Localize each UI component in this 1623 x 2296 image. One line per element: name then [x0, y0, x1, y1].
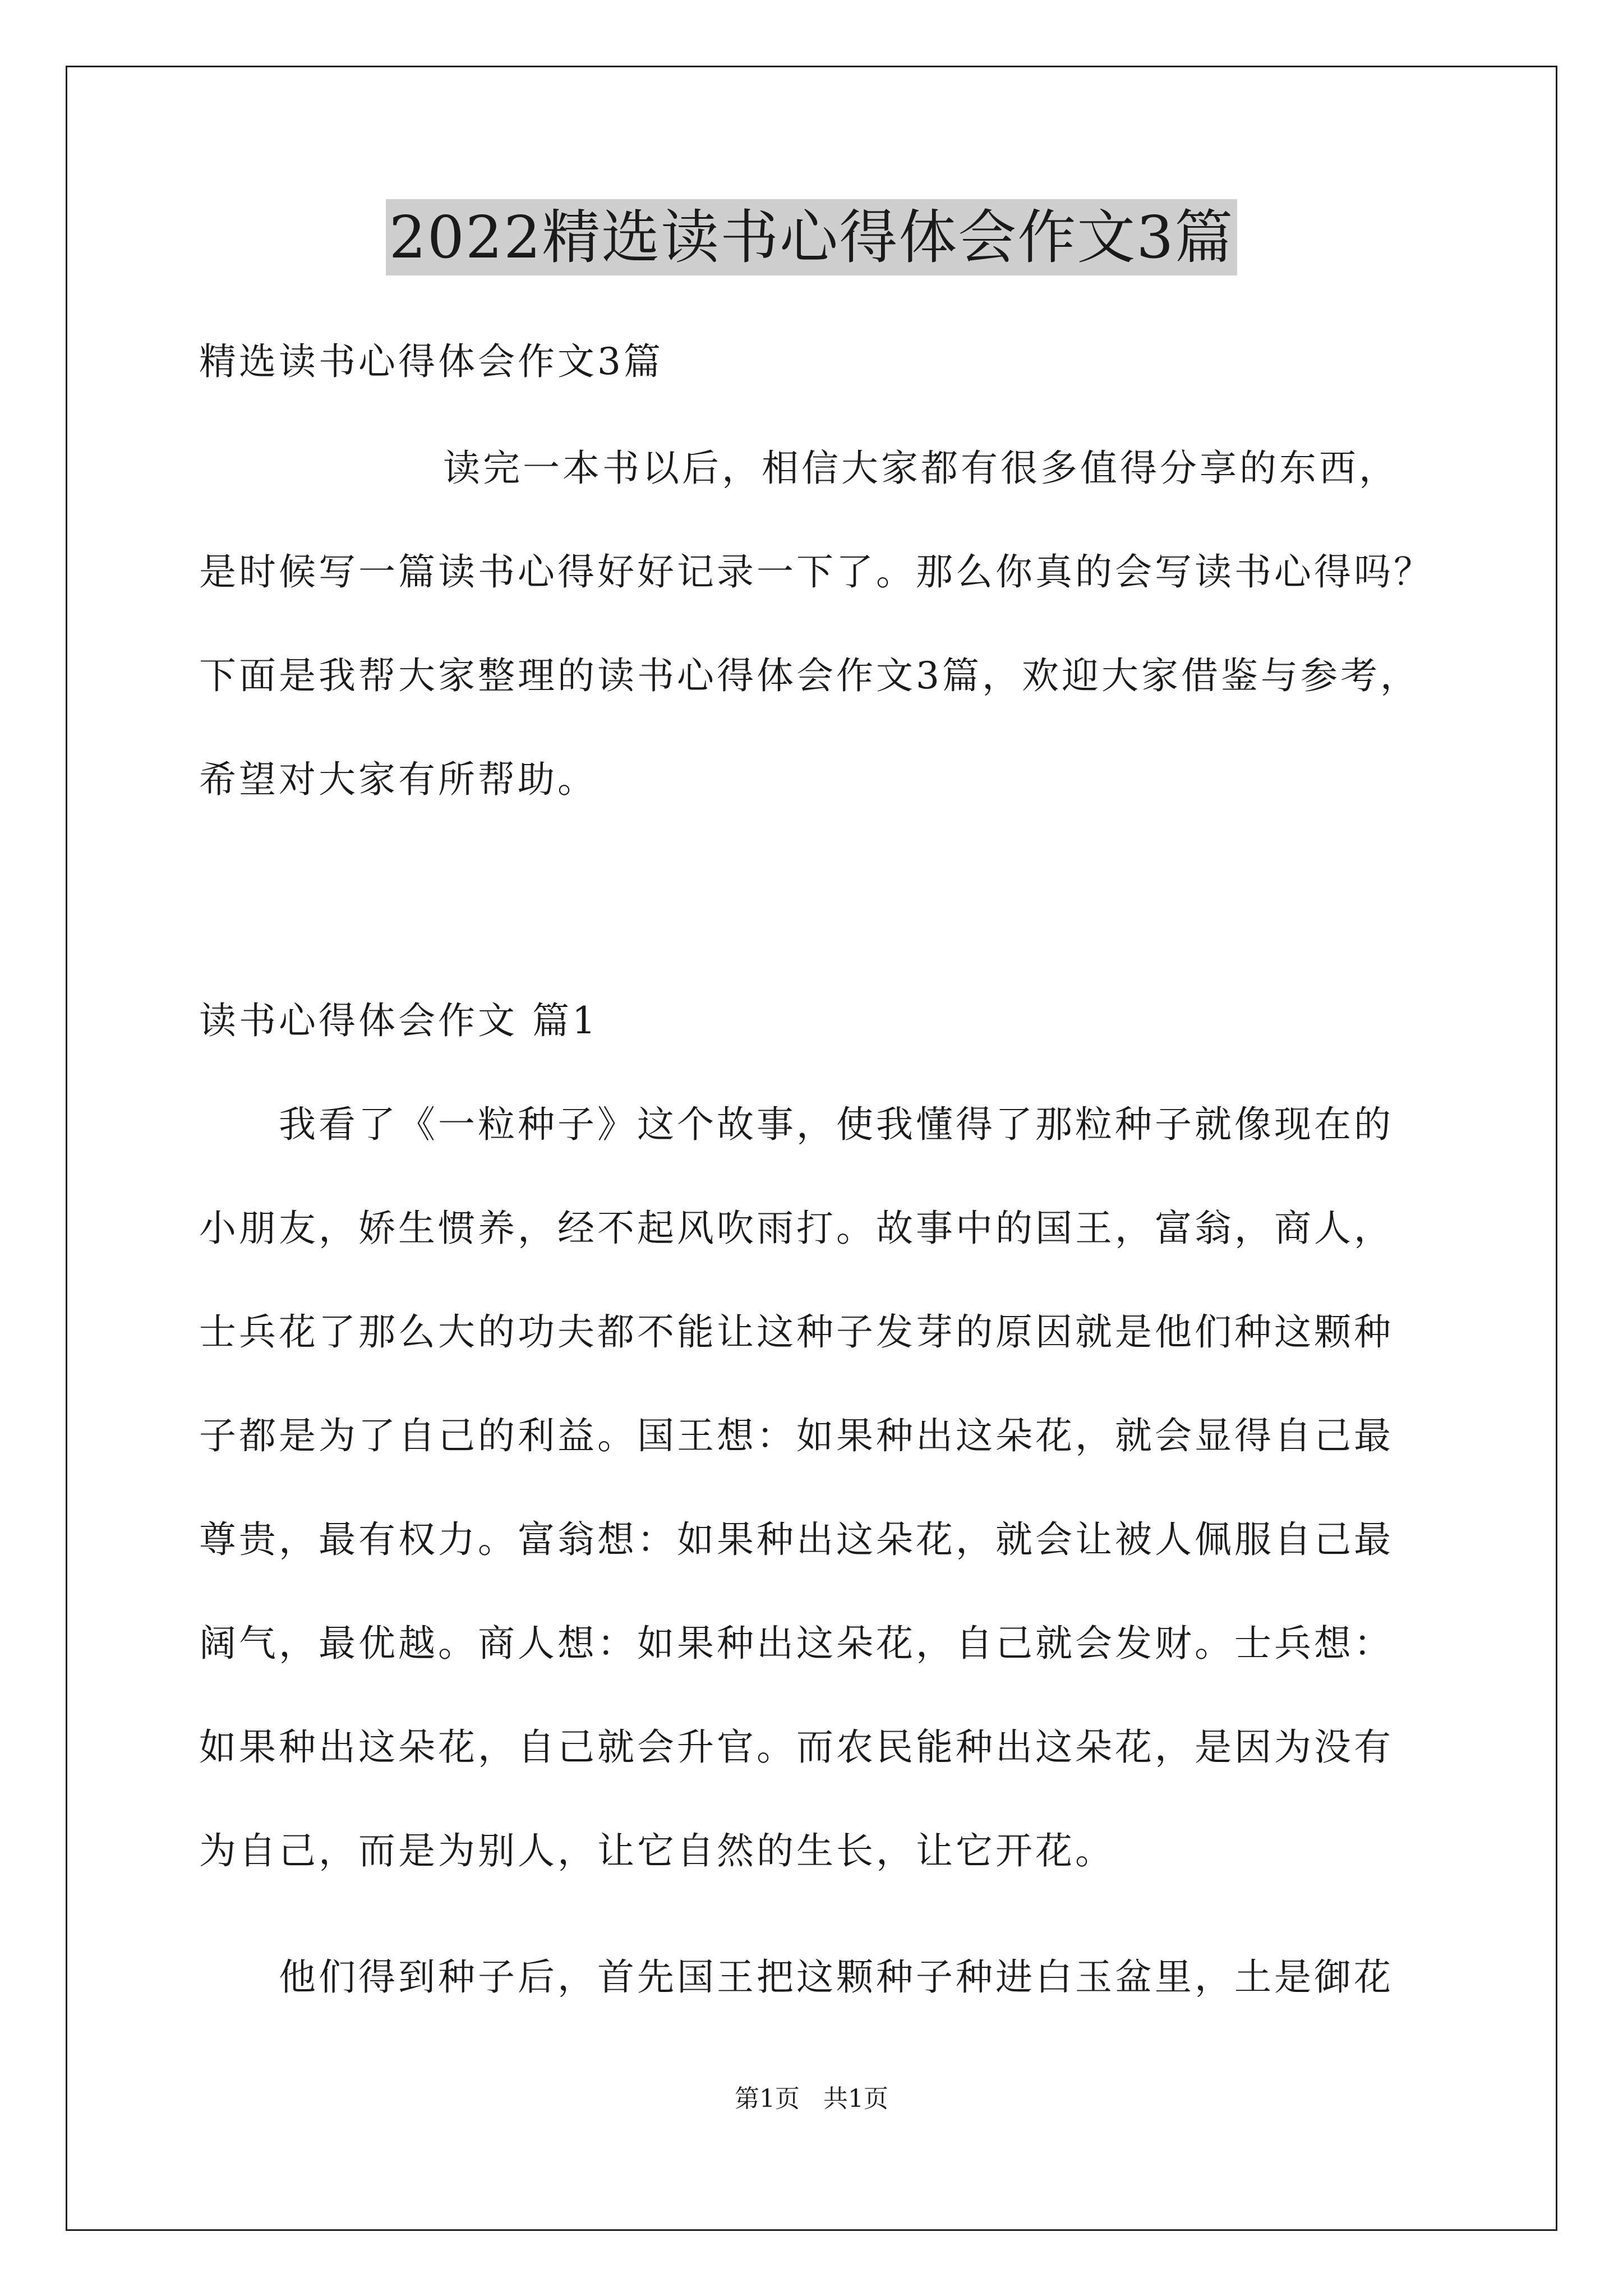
document-title: 2022精选读书心得体会作文3篇: [386, 199, 1238, 275]
page-number: 第1页: [735, 2085, 800, 2113]
intro-line: 希望对大家有所帮助。: [199, 758, 597, 801]
intro-line: 下面是我帮大家整理的读书心得体会作文3篇，欢迎大家借鉴与参考，: [199, 654, 1420, 697]
paragraph-line: 他们得到种子后，首先国王把这颗种子种进白玉盆里，土是御花: [279, 1955, 1394, 1999]
title-container: [0, 199, 1623, 275]
page-footer: [0, 2082, 1623, 2116]
intro-line: 是时候写一篇读书心得好好记录一下了。那么你真的会写读书心得吗？: [199, 550, 1433, 593]
paragraph-line: 我看了《一粒种子》这个故事，使我懂得了那粒种子就像现在的: [279, 1103, 1394, 1146]
paragraph-line: 阔气，最优越。商人想：如果种出这朵花，自己就会发财。士兵想：: [199, 1622, 1394, 1665]
page-total: 共1页: [823, 2085, 888, 2113]
document-subtitle: 精选读书心得体会作文3篇: [199, 340, 663, 383]
intro-line: 读完一本书以后，相信大家都有很多值得分享的东西，: [443, 447, 1399, 490]
paragraph-line: 如果种出这朵花，自己就会升官。而农民能种出这朵花，是因为没有: [199, 1726, 1394, 1769]
paragraph-line: 子都是为了自己的利益。国王想：如果种出这朵花，就会显得自己最: [199, 1414, 1394, 1457]
paragraph-line: 小朋友，娇生惯养，经不起风吹雨打。故事中的国王，富翁，商人，: [199, 1207, 1394, 1250]
paragraph-line: 尊贵，最有权力。富翁想：如果种出这朵花，就会让被人佩服自己最: [199, 1518, 1394, 1561]
paragraph-line: 为自己，而是为别人，让它自然的生长，让它开花。: [199, 1829, 1115, 1872]
paragraph-line: 士兵花了那么大的功夫都不能让这种子发芽的原因就是他们种这颗种: [199, 1310, 1394, 1354]
section-heading: 读书心得体会作文 篇1: [199, 999, 598, 1042]
